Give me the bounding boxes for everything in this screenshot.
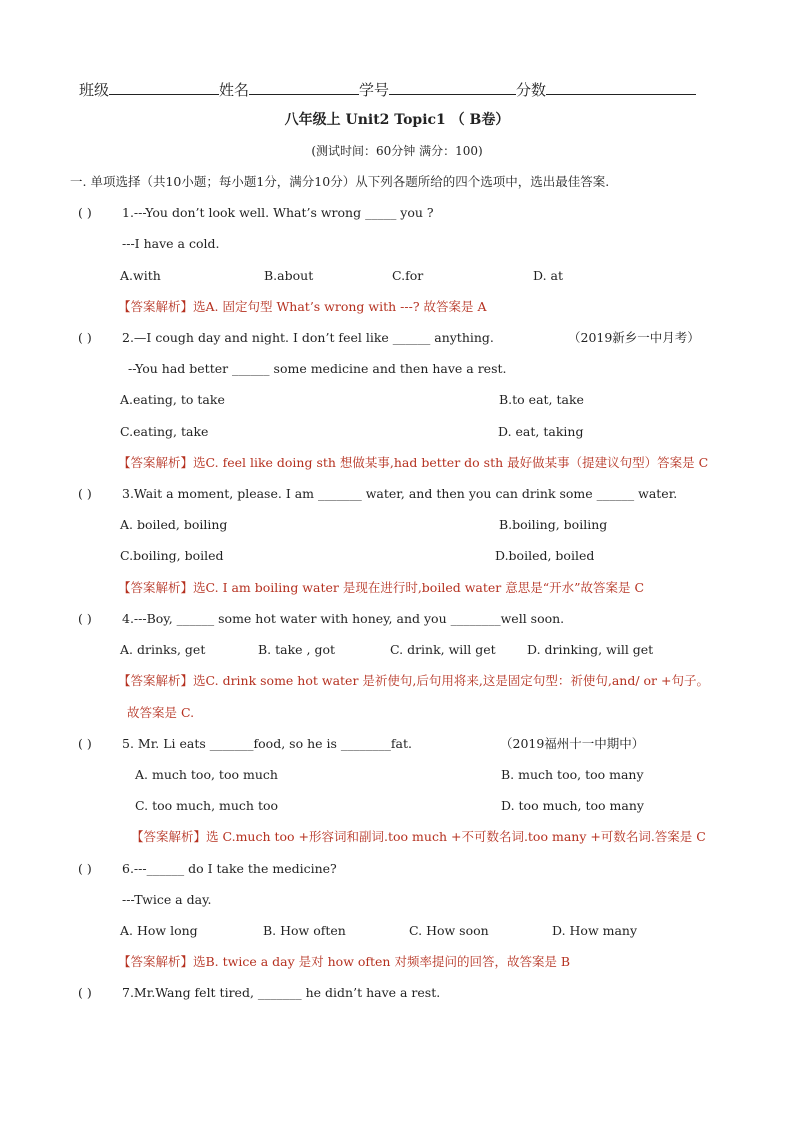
option-c: C. How soon: [409, 923, 489, 938]
question-stem: 5. Mr. Li eats _______food, so he is ________fat.: [122, 736, 412, 751]
class-label: 班级: [79, 81, 110, 99]
option-a: A.eating, to take: [120, 392, 225, 407]
option-d: D. at: [533, 268, 563, 283]
answer-bracket[interactable]: ( ): [78, 205, 92, 220]
question-stem: 6.---______ do I take the medicine?: [122, 861, 337, 876]
name-blank[interactable]: [249, 80, 359, 95]
question-stem: 1.---You don’t look well. What’s wrong _____ you ?: [122, 205, 434, 220]
page-subtitle: (测试时间：60分钟 满分：100): [311, 144, 483, 158]
option-b: B. How often: [263, 923, 346, 938]
question-stem: 2.—I cough day and night. I don’t feel like ______ anything.: [122, 330, 494, 345]
answer-bracket[interactable]: ( ): [78, 486, 92, 501]
option-b: B. take , got: [258, 642, 336, 657]
option-c: C.eating, take: [120, 424, 209, 439]
question-stem: 4.---Boy, ______ some hot water with honey, and you ________well soon.: [122, 611, 565, 626]
answer-explanation: 【答案解析】选B. twice a day 是对 how often 对频率提问的回答，故答案是 B: [118, 954, 571, 969]
option-c: C. drink, will get: [390, 642, 496, 657]
answer-explanation: 【答案解析】选C. I am boiling water 是现在进行时,boiled water 意思是“开水”故答案是 C: [118, 580, 645, 595]
option-d: D. drinking, will get: [527, 642, 654, 657]
question-stem: 3.Wait a moment, please. I am _______ water, and then you can drink some ______ water.: [122, 486, 678, 501]
score-label: 分数: [516, 81, 547, 99]
answer-explanation: 【答案解析】选C. feel like doing sth 想做某事,had better do sth 最好做某事（提建议句型）答案是 C: [118, 455, 709, 470]
question-stem-reply: --You had better ______ some medicine and then have a rest.: [128, 361, 507, 376]
student-info-header: [79, 80, 696, 99]
option-a: A. boiled, boiling: [120, 517, 228, 532]
option-b: B.to eat, take: [499, 392, 584, 407]
question-stem-reply: ---Twice a day.: [122, 892, 212, 907]
option-b: B. much too, too many: [501, 767, 644, 782]
question-stem: 7.Mr.Wang felt tired, _______ he didn’t have a rest.: [122, 985, 441, 1000]
option-d: D. too much, too many: [501, 798, 644, 813]
option-d: D. eat, taking: [498, 424, 584, 439]
answer-bracket[interactable]: ( ): [78, 861, 92, 876]
answer-bracket[interactable]: ( ): [78, 611, 92, 626]
answer-bracket[interactable]: ( ): [78, 985, 92, 1000]
option-c: C.for: [392, 268, 424, 283]
answer-explanation-cont: 故答案是 C.: [127, 705, 195, 720]
answer-explanation: 【答案解析】选A. 固定句型 What’s wrong with ---? 故答案是 A: [118, 299, 487, 314]
option-c: C.boiling, boiled: [120, 548, 224, 563]
question-source: （2019新乡一中月考）: [568, 330, 700, 345]
answer-bracket[interactable]: ( ): [78, 330, 92, 345]
question-stem-reply: ---I have a cold.: [122, 236, 220, 251]
option-b: B.boiling, boiling: [499, 517, 608, 532]
answer-explanation: 【答案解析】选C. drink some hot water 是祈使句,后句用将来,这是固定句型：祈使句,and/ or +句子。: [118, 673, 709, 688]
option-b: B.about: [264, 268, 314, 283]
score-blank[interactable]: [546, 80, 696, 95]
section-heading: 一. 单项选择（共10小题；每小题1分，满分10分）从下列各题所给的四个选项中，选出最佳答案.: [70, 174, 610, 189]
option-d: D.boiled, boiled: [495, 548, 595, 563]
answer-explanation: 【答案解析】选 C.much too +形容词和副词.too much +不可数名词.too many +可数名词.答案是 C: [131, 829, 706, 844]
student-id-label: 学号: [359, 81, 390, 99]
option-a: A.with: [120, 268, 161, 283]
page-title: 八年级上 Unit2 Topic1 （ B卷）: [284, 112, 510, 128]
option-a: A. much too, too much: [135, 767, 278, 782]
option-a: A. drinks, get: [120, 642, 206, 657]
class-blank[interactable]: [109, 80, 219, 95]
option-c: C. too much, much too: [135, 798, 279, 813]
question-source: （2019福州十一中期中）: [500, 736, 645, 751]
answer-bracket[interactable]: ( ): [78, 736, 92, 751]
name-label: 姓名: [219, 81, 250, 99]
option-d: D. How many: [552, 923, 638, 938]
student-id-blank[interactable]: [389, 80, 516, 95]
option-a: A. How long: [120, 923, 198, 938]
